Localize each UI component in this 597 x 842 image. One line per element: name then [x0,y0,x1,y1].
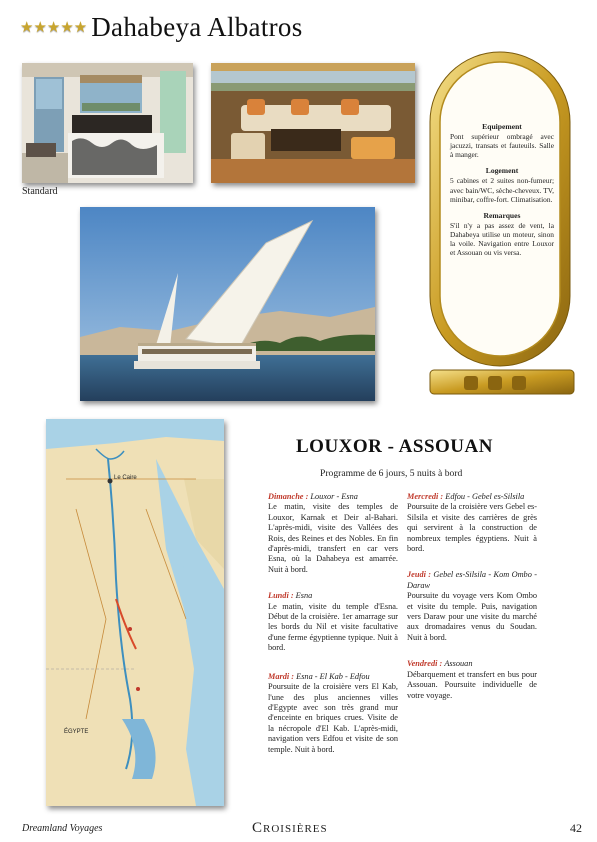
itinerary-column-left [268,492,398,765]
day-text: Débarquement et transfert en bus pour Assouan. Poursuite individuelle de votre voyage. [407,669,537,700]
program-subtitle: Programme de 6 jours, 5 nuits à bord [320,468,463,479]
day-vendredi [407,659,537,701]
cartouche-info [450,122,554,264]
day-name: Lundi : [268,591,294,601]
day-place: Louxor - Esna [310,492,358,501]
egypt-map [46,419,224,806]
logement-text: 5 cabines et 2 suites non-fumeur; avec bain/WC, sèche-cheveux. TV, minibar, coffre-fort. Climatisation. [450,176,554,204]
day-name: Dimanche : [268,492,309,501]
star-rating: ★★★★★ [20,19,88,36]
day-jeudi [407,570,537,643]
sailboat-photo [80,207,375,401]
map-label-cairo: Le Caire [114,475,137,481]
day-place: Edfou - Gebel es-Silsila [445,492,525,501]
equipement-heading: Equipement [482,122,522,131]
day-place: Esna - El Kab - Edfou [296,671,370,681]
page-number: 42 [570,821,582,835]
day-text: Le matin, visite des temples de Louxor, Karnak et Deir al-Bahari. L'après-midi, visite des Vallées des Rois, des Reines et des Nobles. En fin d'après-midi, transfert en car vers Esna, où la Dahabeya est amarrée. Nuit à bord. [268,502,398,574]
page-title: Dahabeya Albatros [91,11,303,42]
day-text: Poursuite du voyage vers Kom Ombo et visite du temple. Puis, navigation vers Daraw pour une visite du marché aux dromadaires venus du Soudan. Nuit à bord. [407,591,537,642]
equipement-text: Pont supérieur ombragé avec jacuzzi, transats et fauteuils. Salle à manger. [450,132,554,160]
cabin-photo [22,63,193,183]
photo-caption-standard: Standard [22,186,58,197]
day-text: Poursuite de la croisière vers Gebel es-Silsila et visite des carrières de grès qui servirent à la construction de nombreux temples égyptiens. Nuit à bord. [407,502,537,554]
day-dimanche [268,492,398,575]
page-header [20,12,303,42]
day-lundi [268,591,398,653]
day-place: Gebel es-Silsila - Kom Ombo - Daraw [407,570,537,590]
day-place: Assouan [444,659,473,669]
day-name: Mardi : [268,671,295,681]
day-text: Poursuite de la croisière vers El Kab, l'une des plus anciennes villes d'Egypte avec son très grand mur d'enceinte en briques crues. Visite de la nécropole d'El Kab. L'après-midi, navigation vers Edfou et visite de son temple. Nuit à bord. [268,682,398,754]
footer-section: Croisières [252,820,328,836]
day-name: Jeudi : [407,570,432,580]
map-label-egypt: ÉGYPTE [64,729,89,735]
itinerary-column-right [407,492,537,711]
day-mardi [268,672,398,755]
day-name: Vendredi : [407,659,443,669]
logement-heading: Logement [485,166,519,176]
day-mercredi [407,492,537,554]
remarques-heading: Remarques [483,210,521,220]
deck-photo [211,63,415,183]
day-name: Mercredi : [407,492,444,501]
footer-brand: Dreamland Voyages [22,823,103,834]
day-text: Le matin, visite du temple d'Esna. Début de la croisière. 1er amarrage sur les bords du Nil et visite facultative d'une ferme égyptienne typique. Nuit à bord. [268,601,398,653]
remarques-text: S'il n'y a pas assez de vent, la Dahabeya utilise un moteur, sinon la voile. Navigation entre Louxor et Assouan ou vis versa. [450,220,554,258]
day-place: Esna [295,591,313,601]
route-title: LOUXOR - ASSOUAN [296,436,493,457]
